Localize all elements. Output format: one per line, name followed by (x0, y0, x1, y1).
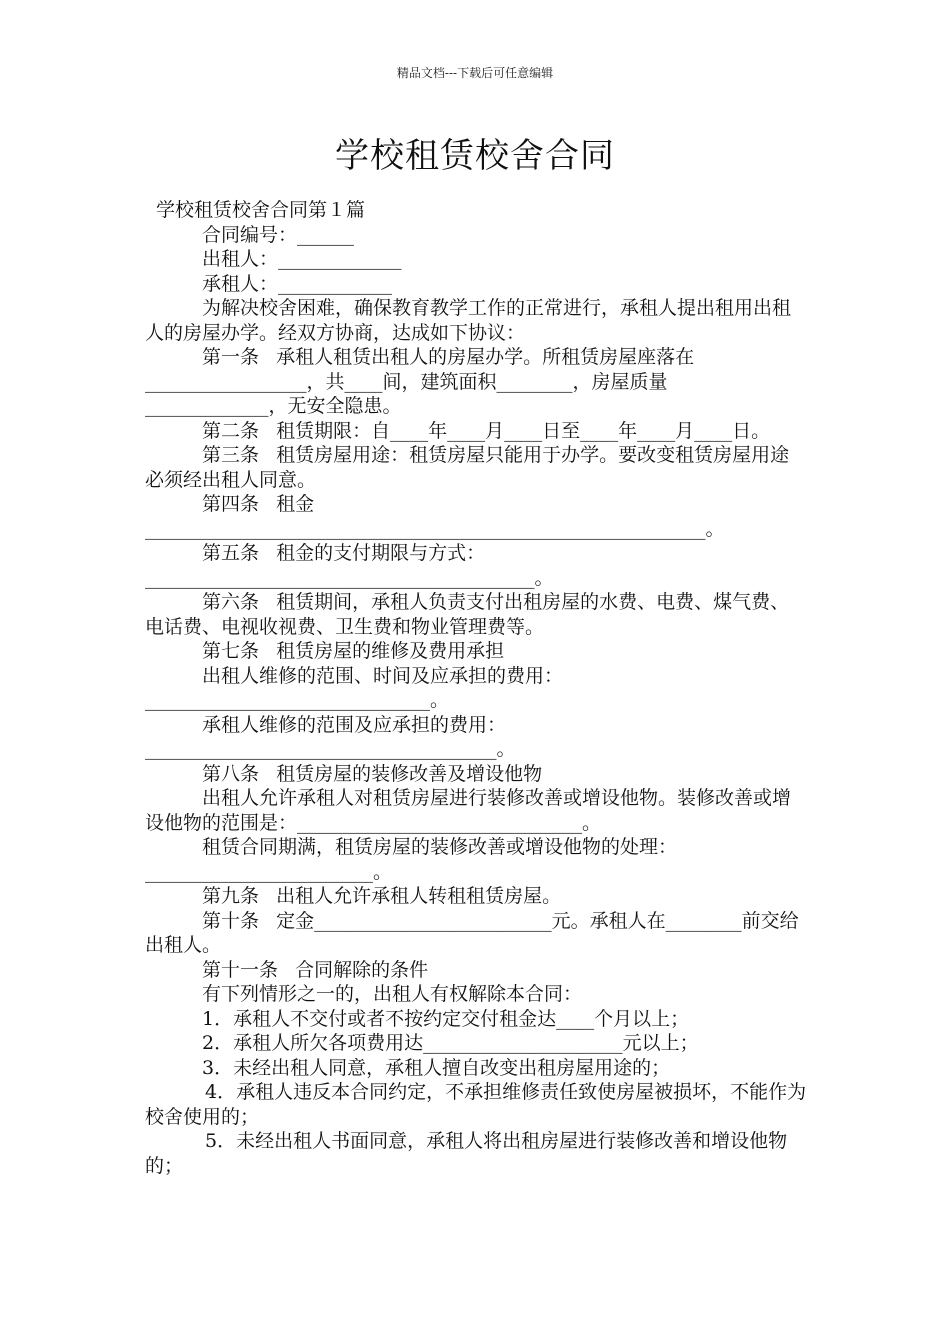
paragraph (145, 762, 807, 787)
paragraph (145, 419, 807, 444)
paragraph-text: 有下列情形之一的，出租人有权解除本合同： (202, 983, 583, 1005)
clause-text: 承租人租赁出租人的房屋办学。所租赁房屋座落在_________________，共____间，建筑面积________，房屋质量_____________，无安全隐患。 (145, 346, 695, 417)
paragraph (145, 247, 807, 272)
paragraph (145, 345, 807, 419)
paragraph (145, 492, 807, 541)
paragraph-text: 第十一条 (202, 958, 279, 981)
document-title: 学校租赁校舍合同 (335, 136, 615, 176)
clause-text: 租赁期限：自____年____月____日至____年____月____日。 (276, 419, 771, 442)
paragraph (145, 296, 807, 345)
paragraph (145, 909, 807, 958)
paragraph (145, 272, 807, 297)
clause-text: 出租人允许承租人转租租赁房屋。 (276, 885, 562, 907)
clause-text: 合同解除的条件 (295, 958, 429, 981)
paragraph-text: 承租人：____________ (202, 272, 393, 295)
paragraph-text: 租赁合同期满，租赁房屋的装修改善或增设他物的处理：________________________。 (145, 836, 678, 883)
paragraph-text: 承租人维修的范围及应承担的费用：_____________________________________。 (145, 713, 516, 760)
document-body (145, 198, 807, 1178)
paragraph (145, 1007, 807, 1032)
clause-text: 租金的支付期限与方式：_________________________________________。 (145, 542, 554, 589)
paragraph-text: 2．承租人所欠各项费用达_____________________元以上； (202, 1032, 699, 1054)
paragraph-text: 5．未经出租人书面同意，承租人将出租房屋进行装修改善和增设他物的； (145, 1130, 788, 1177)
paragraph-text: 第三条 (202, 444, 260, 466)
paragraph-text: 第一条 (202, 346, 260, 368)
paragraph-text: 第九条 (202, 885, 260, 907)
paragraph-text: 出租人允许承租人对租赁房屋进行装修改善或增设他物。装修改善或增设他物的范围是：______________________________。 (145, 787, 792, 834)
paragraph (145, 1031, 807, 1056)
paragraph (145, 1056, 807, 1081)
paragraph-text: 出租人维修的范围、时间及应承担的费用：______________________________。 (145, 664, 564, 711)
paragraph-text: 第十条 (202, 909, 260, 932)
paragraph (145, 884, 807, 909)
paragraph (145, 786, 807, 835)
paragraph (145, 198, 807, 223)
paragraph-text: 第二条 (202, 419, 260, 442)
paragraph-text: 第八条 (202, 762, 260, 785)
paragraph (145, 713, 807, 762)
clause-text: 定金_________________________元。承租人在________前交给出租人。 (145, 909, 799, 956)
paragraph-text: 4．承租人违反本合同约定，不承担维修责任致使房屋被损坏，不能作为校舍使用的； (145, 1081, 807, 1128)
paragraph (145, 223, 807, 248)
paragraph-text: 第四条 (202, 493, 260, 515)
paragraph-text: 出租人：_____________ (202, 248, 402, 270)
clause-text: 租赁房屋用途：租赁房屋只能用于办学。要改变租赁房屋用途必须经出租人同意。 (145, 444, 790, 491)
paragraph (145, 958, 807, 983)
paragraph-text: 为解决校舍困难，确保教育教学工作的正常进行，承租人提出租用出租人的房屋办学。经双方协商，达成如下协议： (145, 297, 792, 344)
paragraph-text: 第七条 (202, 640, 260, 662)
clause-text: 租金___________________________________________________________。 (145, 493, 725, 540)
paragraph-text: 1．承租人不交付或者不按约定交付租金达____个月以上； (202, 1007, 690, 1030)
paragraph (145, 590, 807, 639)
paragraph (145, 664, 807, 713)
paragraph (145, 541, 807, 590)
paragraph-text: 第六条 (202, 591, 260, 613)
clause-text: 租赁房屋的装修改善及增设他物 (276, 762, 543, 785)
paragraph-text: 第五条 (202, 542, 260, 564)
paragraph-text: 3．未经出租人同意，承租人擅自改变出租房屋用途的； (202, 1056, 671, 1079)
paragraph (145, 1080, 807, 1129)
paragraph (145, 982, 807, 1007)
page-header: 精品文档---下载后可任意编辑 (396, 66, 554, 80)
paragraph (145, 1129, 807, 1178)
clause-text: 租赁期间，承租人负责支付出租房屋的水费、电费、煤气费、电话费、电视收视费、卫生费和物业管理费等。 (145, 591, 790, 638)
paragraph (145, 835, 807, 884)
paragraph (145, 443, 807, 492)
paragraph (145, 639, 807, 664)
clause-text: 租赁房屋的维修及费用承担 (276, 640, 505, 662)
paragraph-text: 学校租赁校舍合同第１篇 (156, 199, 366, 221)
paragraph-text: 合同编号：______ (202, 223, 355, 246)
